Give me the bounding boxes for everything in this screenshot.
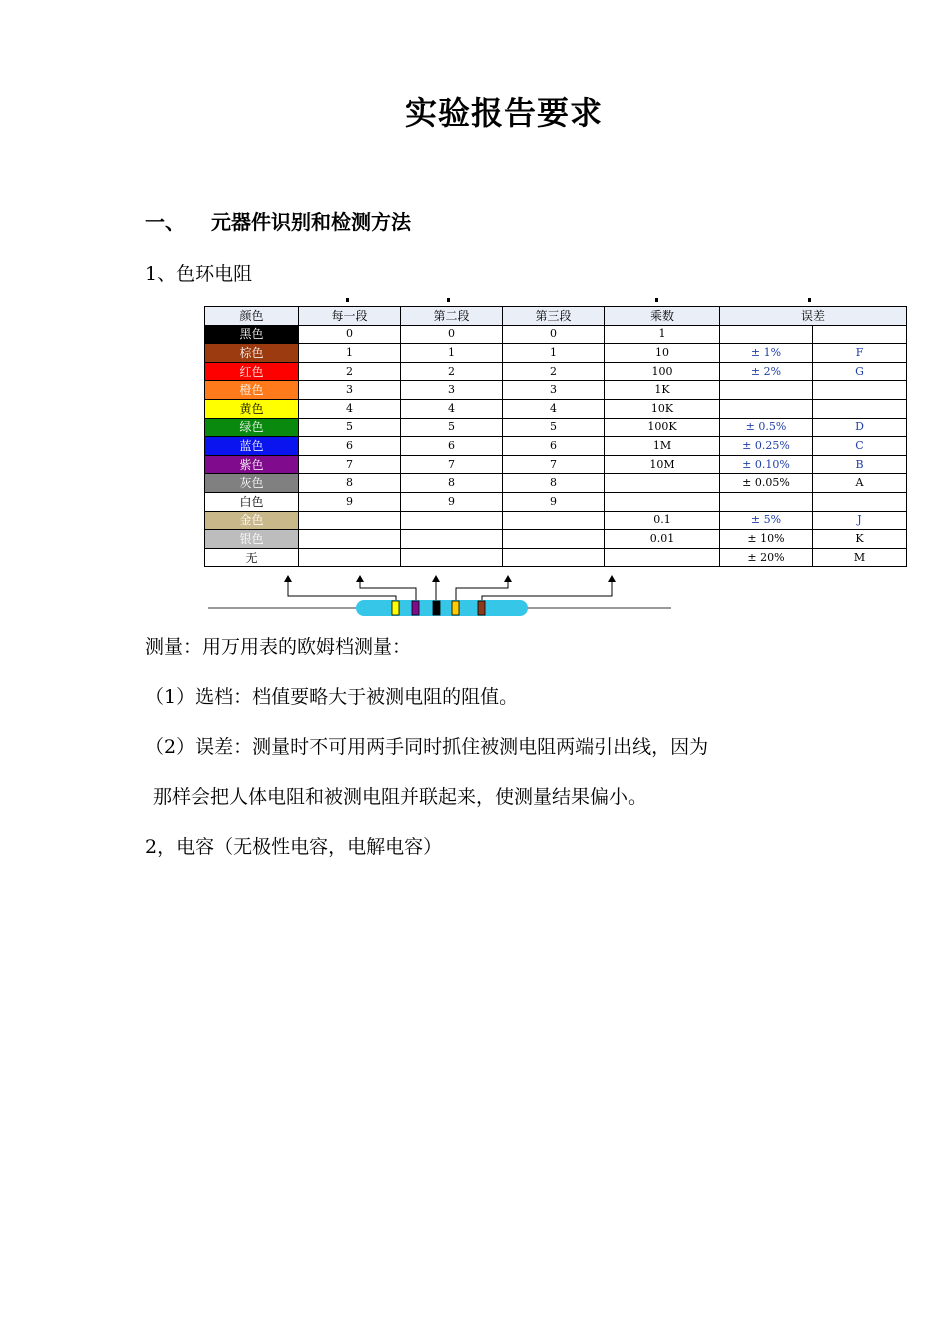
band3-cell: 3 [503,381,605,400]
color-name-cell: 紫色 [205,455,299,474]
band3-cell [503,511,605,530]
color-name-cell: 橙色 [205,381,299,400]
subsection-capacitor: 2，电容（无极性电容，电解电容） [145,836,443,858]
color-name-cell: 绿色 [205,418,299,437]
table-row [205,455,907,474]
table-row [205,418,907,437]
header-band2: 第二段 [401,307,503,326]
multiplier-cell: 10K [605,399,720,418]
measure-step1: （1）选档：档值要略大于被测电阻的阻值。 [145,686,519,708]
color-name-cell: 银色 [205,530,299,549]
arrow-heads [284,575,616,582]
band1-cell: 6 [299,437,401,456]
measure-step2-line2: 那样会把人体电阻和被测电阻并联起来，使测量结果偏小。 [153,786,648,808]
band3-cell: 0 [503,325,605,344]
tolerance-cell: ± 0.25% [720,437,813,456]
table-row [205,530,907,549]
table-row [205,362,907,381]
band1-cell [299,548,401,567]
section-title: 元器件识别和检测方法 [211,210,411,234]
band3-cell: 5 [503,418,605,437]
multiplier-cell: 1 [605,325,720,344]
color-name-cell: 黄色 [205,399,299,418]
resistor-body [356,600,528,616]
band2-cell: 0 [401,325,503,344]
band-purple [412,601,419,615]
band-black [433,601,440,615]
tick-mark [808,298,811,302]
table-row [205,492,907,511]
multiplier-cell [605,474,720,493]
tolerance-cell: ± 1% [720,344,813,363]
multiplier-cell [605,492,720,511]
table-row [205,381,907,400]
multiplier-cell: 1K [605,381,720,400]
tolerance-code-cell [813,492,907,511]
tolerance-code-cell: J [813,511,907,530]
table-row [205,474,907,493]
multiplier-cell: 100 [605,362,720,381]
band2-cell: 5 [401,418,503,437]
color-name-cell: 灰色 [205,474,299,493]
tolerance-code-cell [813,399,907,418]
header-band3: 第三段 [503,307,605,326]
multiplier-cell [605,548,720,567]
band2-cell: 4 [401,399,503,418]
band-gold [452,601,459,615]
band3-cell [503,548,605,567]
tolerance-cell: ± 0.10% [720,455,813,474]
table-row [205,437,907,456]
section-number: 一、 [145,210,185,234]
tolerance-cell [720,399,813,418]
band1-cell: 5 [299,418,401,437]
color-code-table-image [204,298,908,568]
band1-cell: 9 [299,492,401,511]
measure-intro: 测量：用万用表的欧姆档测量： [145,636,412,658]
band3-cell: 2 [503,362,605,381]
tolerance-cell: ± 10% [720,530,813,549]
tolerance-code-cell [813,325,907,344]
color-code-table [204,306,907,567]
multiplier-cell: 100K [605,418,720,437]
table-row [205,511,907,530]
color-name-cell: 金色 [205,511,299,530]
tolerance-cell: ± 0.5% [720,418,813,437]
tolerance-code-cell: M [813,548,907,567]
header-color: 颜色 [205,307,299,326]
tolerance-code-cell: A [813,474,907,493]
multiplier-cell: 0.1 [605,511,720,530]
band1-cell: 3 [299,381,401,400]
band2-cell [401,511,503,530]
band3-cell: 8 [503,474,605,493]
band1-cell [299,530,401,549]
band-yellow [392,601,399,615]
tolerance-cell: ± 20% [720,548,813,567]
color-name-cell: 黑色 [205,325,299,344]
tolerance-cell [720,325,813,344]
table-row [205,325,907,344]
page-title: 实验报告要求 [404,94,603,132]
tolerance-code-cell: B [813,455,907,474]
header-band1: 每一段 [299,307,401,326]
band2-cell: 2 [401,362,503,381]
color-name-cell: 红色 [205,362,299,381]
band2-cell: 8 [401,474,503,493]
table-row [205,548,907,567]
color-name-cell: 白色 [205,492,299,511]
band2-cell: 7 [401,455,503,474]
color-name-cell: 蓝色 [205,437,299,456]
tolerance-code-cell: F [813,344,907,363]
header-multiplier: 乘数 [605,307,720,326]
band3-cell: 9 [503,492,605,511]
tick-mark [346,298,349,302]
band-pointer-lines [288,578,612,602]
color-name-cell: 无 [205,548,299,567]
resistor-diagram [206,574,676,622]
tolerance-code-cell [813,381,907,400]
band3-cell: 6 [503,437,605,456]
color-name-cell: 棕色 [205,344,299,363]
band2-cell [401,548,503,567]
band2-cell [401,530,503,549]
band3-cell [503,530,605,549]
tolerance-cell [720,492,813,511]
band2-cell: 6 [401,437,503,456]
band2-cell: 3 [401,381,503,400]
subsection-resistor: 1、色环电阻 [145,263,253,285]
band2-cell: 9 [401,492,503,511]
band1-cell [299,511,401,530]
band1-cell: 1 [299,344,401,363]
band1-cell: 7 [299,455,401,474]
band2-cell: 1 [401,344,503,363]
header-tolerance: 误差 [720,307,907,326]
tick-mark [655,298,658,302]
band1-cell: 8 [299,474,401,493]
band1-cell: 2 [299,362,401,381]
tick-mark [447,298,450,302]
tolerance-code-cell: C [813,437,907,456]
tolerance-code-cell: K [813,530,907,549]
band3-cell: 1 [503,344,605,363]
band3-cell: 4 [503,399,605,418]
tolerance-code-cell: D [813,418,907,437]
table-header-row [205,307,907,326]
tolerance-cell: ± 0.05% [720,474,813,493]
multiplier-cell: 1M [605,437,720,456]
tolerance-cell: ± 5% [720,511,813,530]
multiplier-cell: 0.01 [605,530,720,549]
tolerance-code-cell: G [813,362,907,381]
band1-cell: 4 [299,399,401,418]
section-heading [145,206,411,235]
tolerance-cell [720,381,813,400]
measure-step2-line1: （2）误差：测量时不可用两手同时抓住被测电阻两端引出线，因为 [145,736,709,758]
multiplier-cell: 10 [605,344,720,363]
band3-cell: 7 [503,455,605,474]
band1-cell: 0 [299,325,401,344]
band-brown [478,601,485,615]
tolerance-cell: ± 2% [720,362,813,381]
multiplier-cell: 10M [605,455,720,474]
table-row [205,344,907,363]
table-row [205,399,907,418]
